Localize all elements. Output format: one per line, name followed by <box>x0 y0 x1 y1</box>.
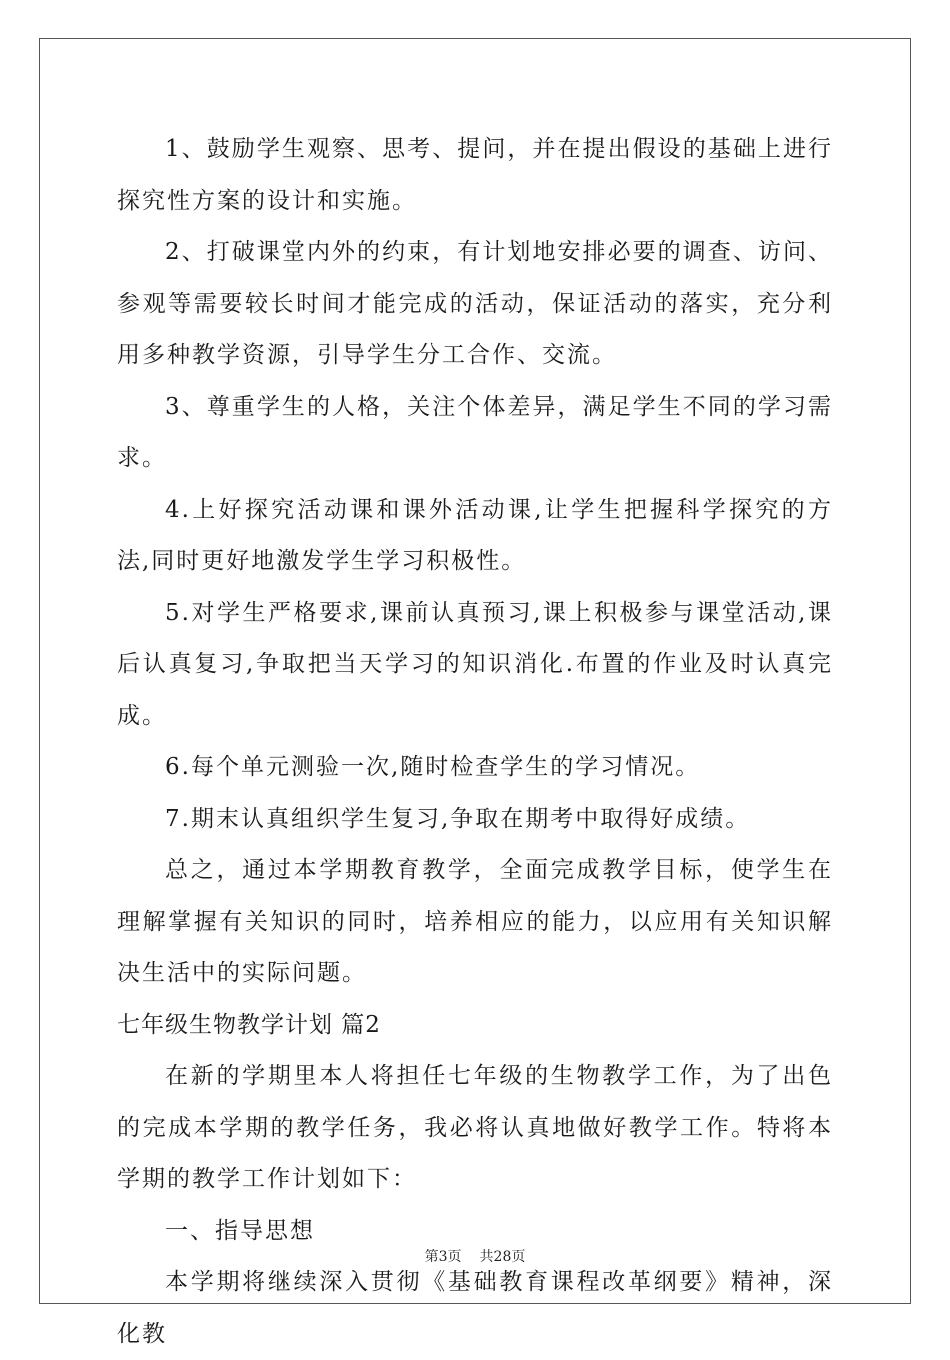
page-number: 第3页 <box>424 1249 462 1265</box>
summary-paragraph: 总之，通过本学期教育教学，全面完成教学目标，使学生在理解掌握有关知识的同时，培养相应的能力，以应用有关知识解决生活中的实际问题。 <box>117 857 833 986</box>
document-body <box>117 124 833 1360</box>
subheading-guiding-ideology: 一、指导思想 <box>165 1217 315 1244</box>
paragraph-item-2: 2、打破课堂内外的约束，有计划地安排必要的调查、访问、参观等需要较长时间才能完成的活动，保证活动的落实，充分利用多种教学资源，引导学生分工合作、交流。 <box>117 239 833 368</box>
guiding-ideology-paragraph: 本学期将继续深入贯彻《基础教育课程改革纲要》精神，深化教 <box>117 1269 833 1347</box>
section-title: 七年级生物教学计划 篇2 <box>117 1011 381 1038</box>
paragraph-item-7: 7.期末认真组织学生复习,争取在期考中取得好成绩。 <box>165 805 751 832</box>
paragraph-item-6: 6.每个单元测验一次,随时检查学生的学习情况。 <box>165 754 701 780</box>
paragraph-item-1: 1、鼓励学生观察、思考、提问，并在提出假设的基础上进行探究性方案的设计和实施。 <box>117 136 833 214</box>
paragraph-item-4: 4.上好探究活动课和课外活动课,让学生把握科学探究的方法,同时更好地激发学生学习积极性。 <box>117 496 833 574</box>
paragraph-item-5: 5.对学生严格要求,课前认真预习,课上积极参与课堂活动,课后认真复习,争取把当天学习的知识消化.布置的作业及时认真完成。 <box>117 599 833 729</box>
paragraph-item-3: 3、尊重学生的人格，关注个体差异，满足学生不同的学习需求。 <box>117 393 833 471</box>
intro-paragraph: 在新的学期里本人将担任七年级的生物教学工作，为了出色的完成本学期的教学任务，我必将认真地做好教学工作。特将本学期的教学工作计划如下： <box>117 1063 833 1192</box>
page-footer <box>0 1246 950 1266</box>
page-total: 共28页 <box>479 1249 526 1265</box>
